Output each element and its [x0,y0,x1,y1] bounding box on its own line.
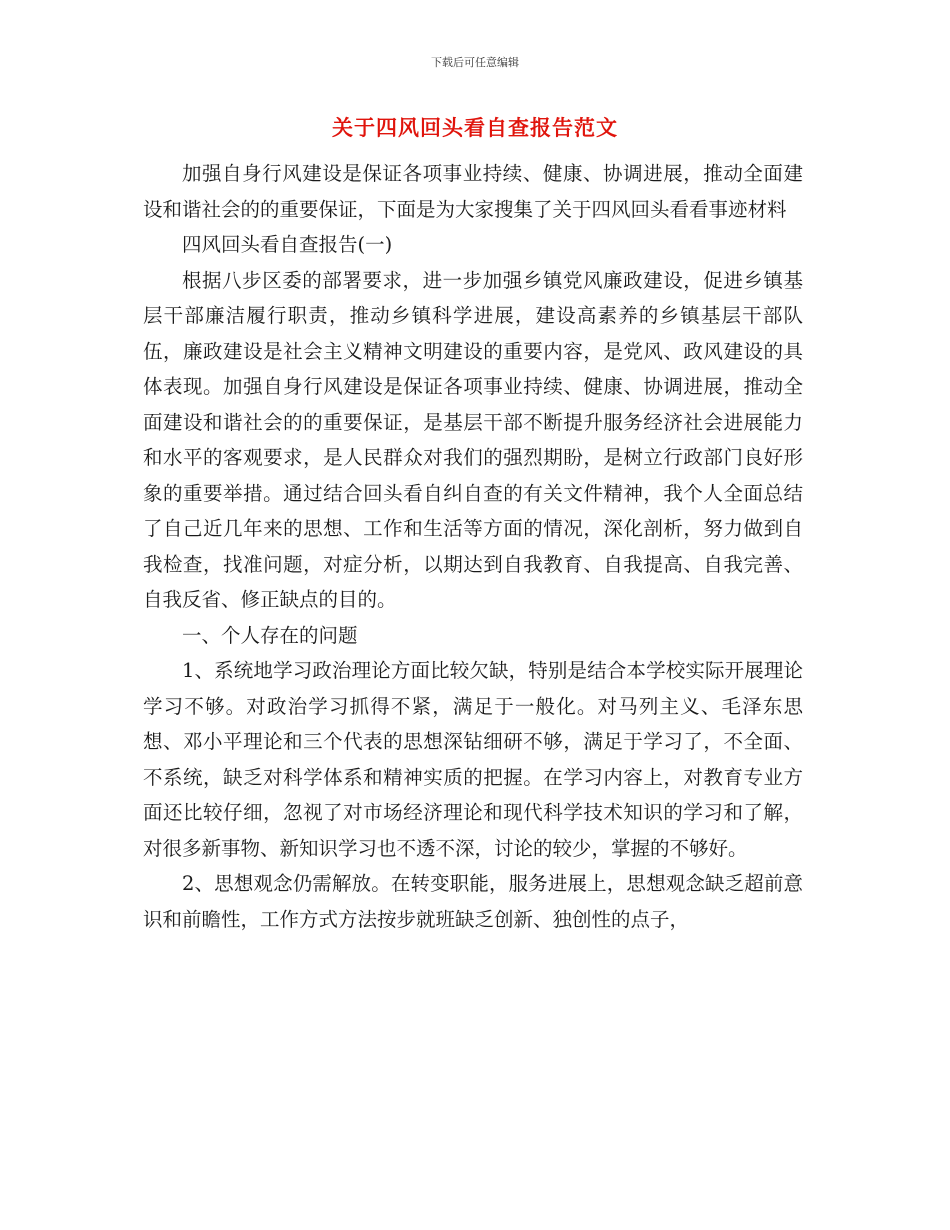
section-heading-report-1: 四风回头看自查报告(一) [182,233,393,256]
paragraph-problem-1: 1、系统地学习政治理论方面比较欠缺，特别是结合本学校实际开展理论学习不够。对政治学习抓得不紧，满足于一般化。对马列主义、毛泽东思想、邓小平理论和三个代表的思想深钻细研不够，满足于学习了，不全面、不系统，缺乏对科学体系和精神实质的把握。在学习内容上，对教育专业方面还比较仔细，忽视了对市场经济理论和现代科学技术知识的学习和了解，对很多新事物、新知识学习也不透不深，讨论的较少，掌握的不够好。 [143,659,803,860]
header-note: 下载后可任意编辑 [431,56,519,69]
document-body [143,156,803,937]
paragraph-problem-2: 2、思想观念仍需解放。在转变职能，服务进展上，思想观念缺乏超前意识和前瞻性，工作方式方法按步就班缺乏创新、独创性的点子， [143,872,803,931]
section-heading-problems: 一、个人存在的问题 [182,623,358,647]
paragraph-report-body: 根据八步区委的部署要求，进一步加强乡镇党风廉政建设，促进乡镇基层干部廉洁履行职责，推动乡镇科学进展，建设高素养的乡镇基层干部队伍，廉政建设是社会主义精神文明建设的重要内容，是党风、政风建设的具体表现。加强自身行风建设是保证各项事业持续、健康、协调进展，推动全面建设和谐社会的的重要保证，是基层干部不断提升服务经济社会进展能力和水平的客观要求，是人民群众对我们的强烈期盼，是树立行政部门良好形象的重要举措。通过结合回头看自纠自查的有关文件精神，我个人全面总结了自己近几年来的思想、工作和生活等方面的情况，深化剖析，努力做到自我检查，找准问题，对症分析，以期达到自我教育、自我提高、自我完善、自我反省、修正缺点的目的。 [143,268,803,611]
paragraph-intro: 加强自身行风建设是保证各项事业持续、健康、协调进展，推动全面建设和谐社会的的重要保证，下面是为大家搜集了关于四风回头看看事迹材料 [143,162,803,221]
document-title: 关于四风回头看自查报告范文 [332,116,618,140]
